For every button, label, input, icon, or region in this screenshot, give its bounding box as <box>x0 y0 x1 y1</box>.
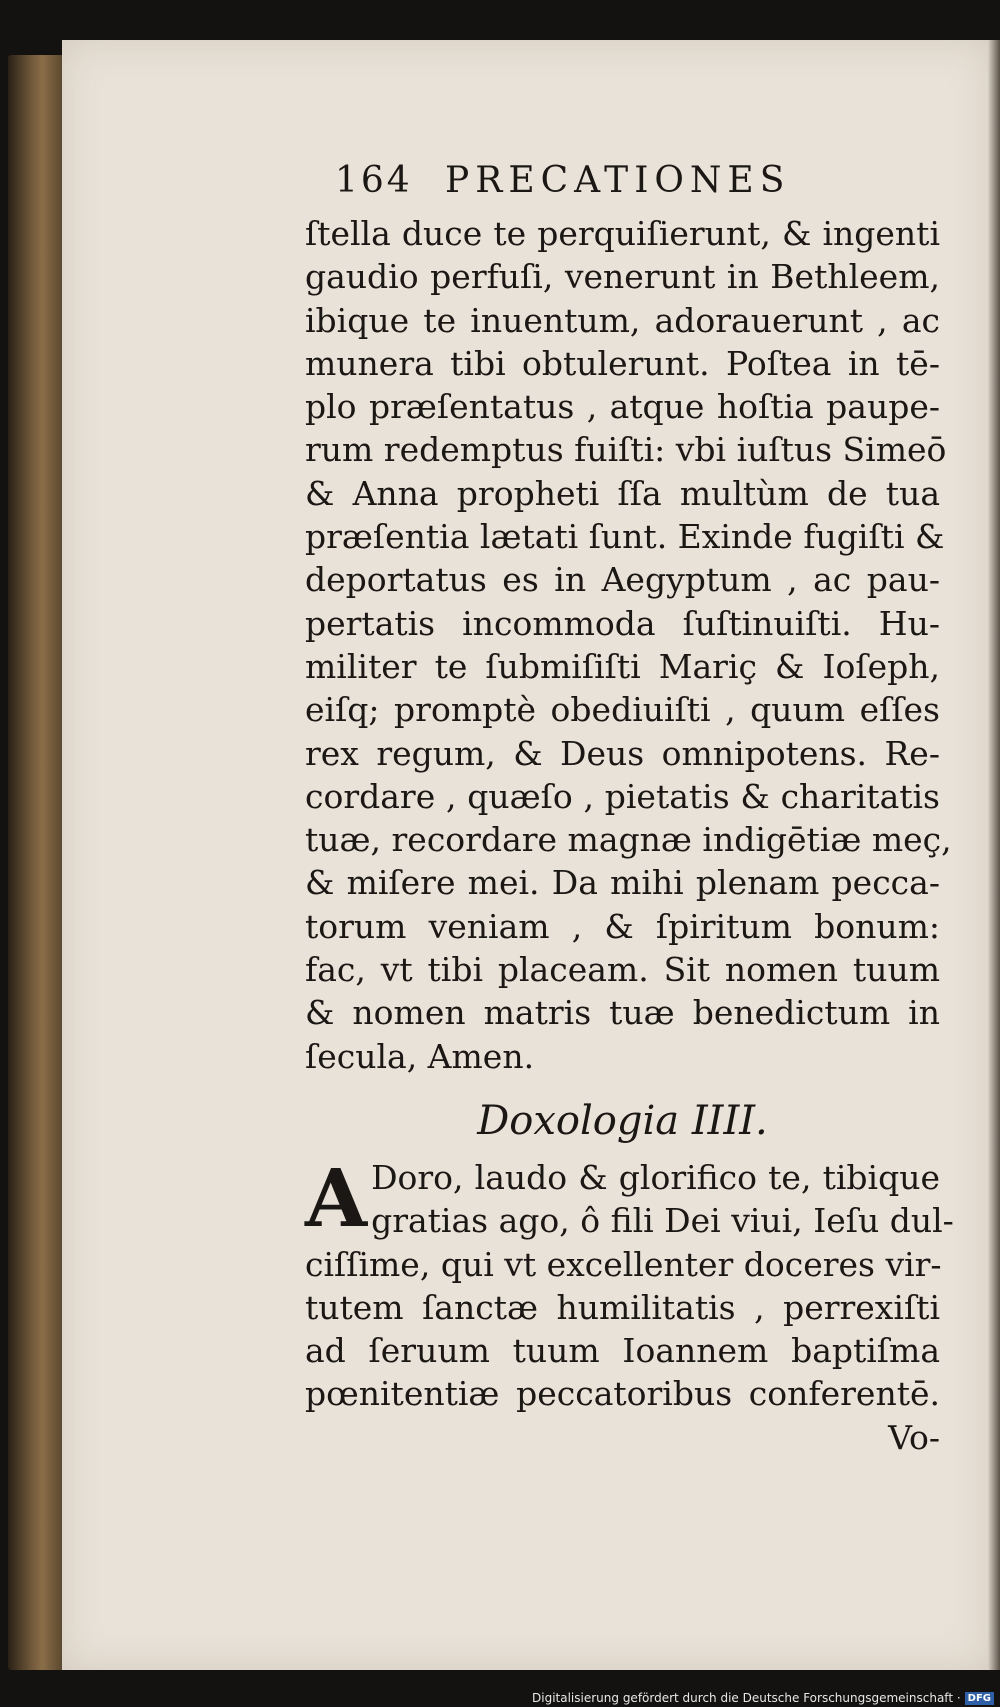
page-number: 164 <box>335 160 413 201</box>
text-line: pertatis incommoda ſuſtinuiſti. Hu- <box>305 603 940 643</box>
running-header <box>335 160 940 212</box>
doxology-paragraph <box>305 1150 954 1416</box>
text-line: ſtella duce te perquiſierunt, & ingenti <box>305 214 940 253</box>
text-line: & nomen matris tuæ benedictum in <box>305 993 940 1033</box>
text-line: & Anna propheti ſſa multùm de tua <box>305 473 940 513</box>
digitization-footer <box>532 1691 994 1705</box>
text-line: militer te ſubmiſiſti Mariç & Ioſeph, <box>305 646 940 686</box>
text-line: tutem ſanctæ humilitatis , perrexiſti <box>305 1287 940 1327</box>
text-line: gratias ago, ô fili Dei viui, Ieſu dul- <box>371 1201 954 1241</box>
text-line: pœnitentiæ peccatoribus conferentē. <box>305 1374 940 1414</box>
text-line: torum veniam , & ſpiritum bonum: <box>305 906 940 946</box>
text-line: ſecula, Amen. <box>305 1036 535 1076</box>
section-heading: Doxologia IIII. <box>477 1097 768 1144</box>
running-title: PRECATIONES <box>445 160 791 201</box>
text-line: ad ſeruum tuum Ioannem baptiſma <box>305 1331 940 1371</box>
text-line: rex regum, & Deus omnipotens. Re- <box>305 733 940 773</box>
text-line: præſentia lætati ſunt. Exinde fugiſti & <box>305 517 945 557</box>
prayer-paragraph <box>305 212 952 1078</box>
text-line: munera tibi obtulerunt. Poſtea in tē- <box>305 343 940 383</box>
text-line: cordare , quæſo , pietatis & charitatis <box>305 776 940 816</box>
text-line: plo præſentatus , atque hoſtia paupe- <box>305 387 940 427</box>
text-line: gaudio perfuſi, venerunt in Bethleem, <box>305 257 940 297</box>
text-line: ciſſime, qui vt excellenter doceres vir- <box>305 1244 942 1284</box>
text-line: eiſq; promptè obediuiſti , quum eſſes <box>305 690 940 730</box>
text-line: Doro, laudo & glorifico te, tibique <box>371 1157 940 1197</box>
page-edge <box>988 40 1000 1670</box>
text-line: tuæ, recordare magnæ indigētiæ meç, <box>305 820 952 860</box>
catchword: Vo- <box>888 1417 940 1457</box>
book-spine <box>8 55 70 1670</box>
drop-cap: A <box>305 1150 368 1245</box>
text-line: fac, vt tibi placeam. Sit nomen tuum <box>305 950 940 990</box>
text-line: deportatus es in Aegyptum , ac pau- <box>305 560 940 600</box>
text-line: rum redemptus fuiſti: vbi iuſtus Simeō <box>305 430 947 470</box>
text-line: ibique te inuentum, adorauerunt , ac <box>305 300 940 340</box>
dfg-logo-icon: DFG <box>965 1692 994 1705</box>
text-line: & miſere mei. Da mihi plenam pecca- <box>305 863 940 903</box>
funding-credit: Digitalisierung gefördert durch die Deutsche Forschungsgemeinschaft · <box>532 1691 961 1705</box>
page-text-block <box>305 160 954 1459</box>
